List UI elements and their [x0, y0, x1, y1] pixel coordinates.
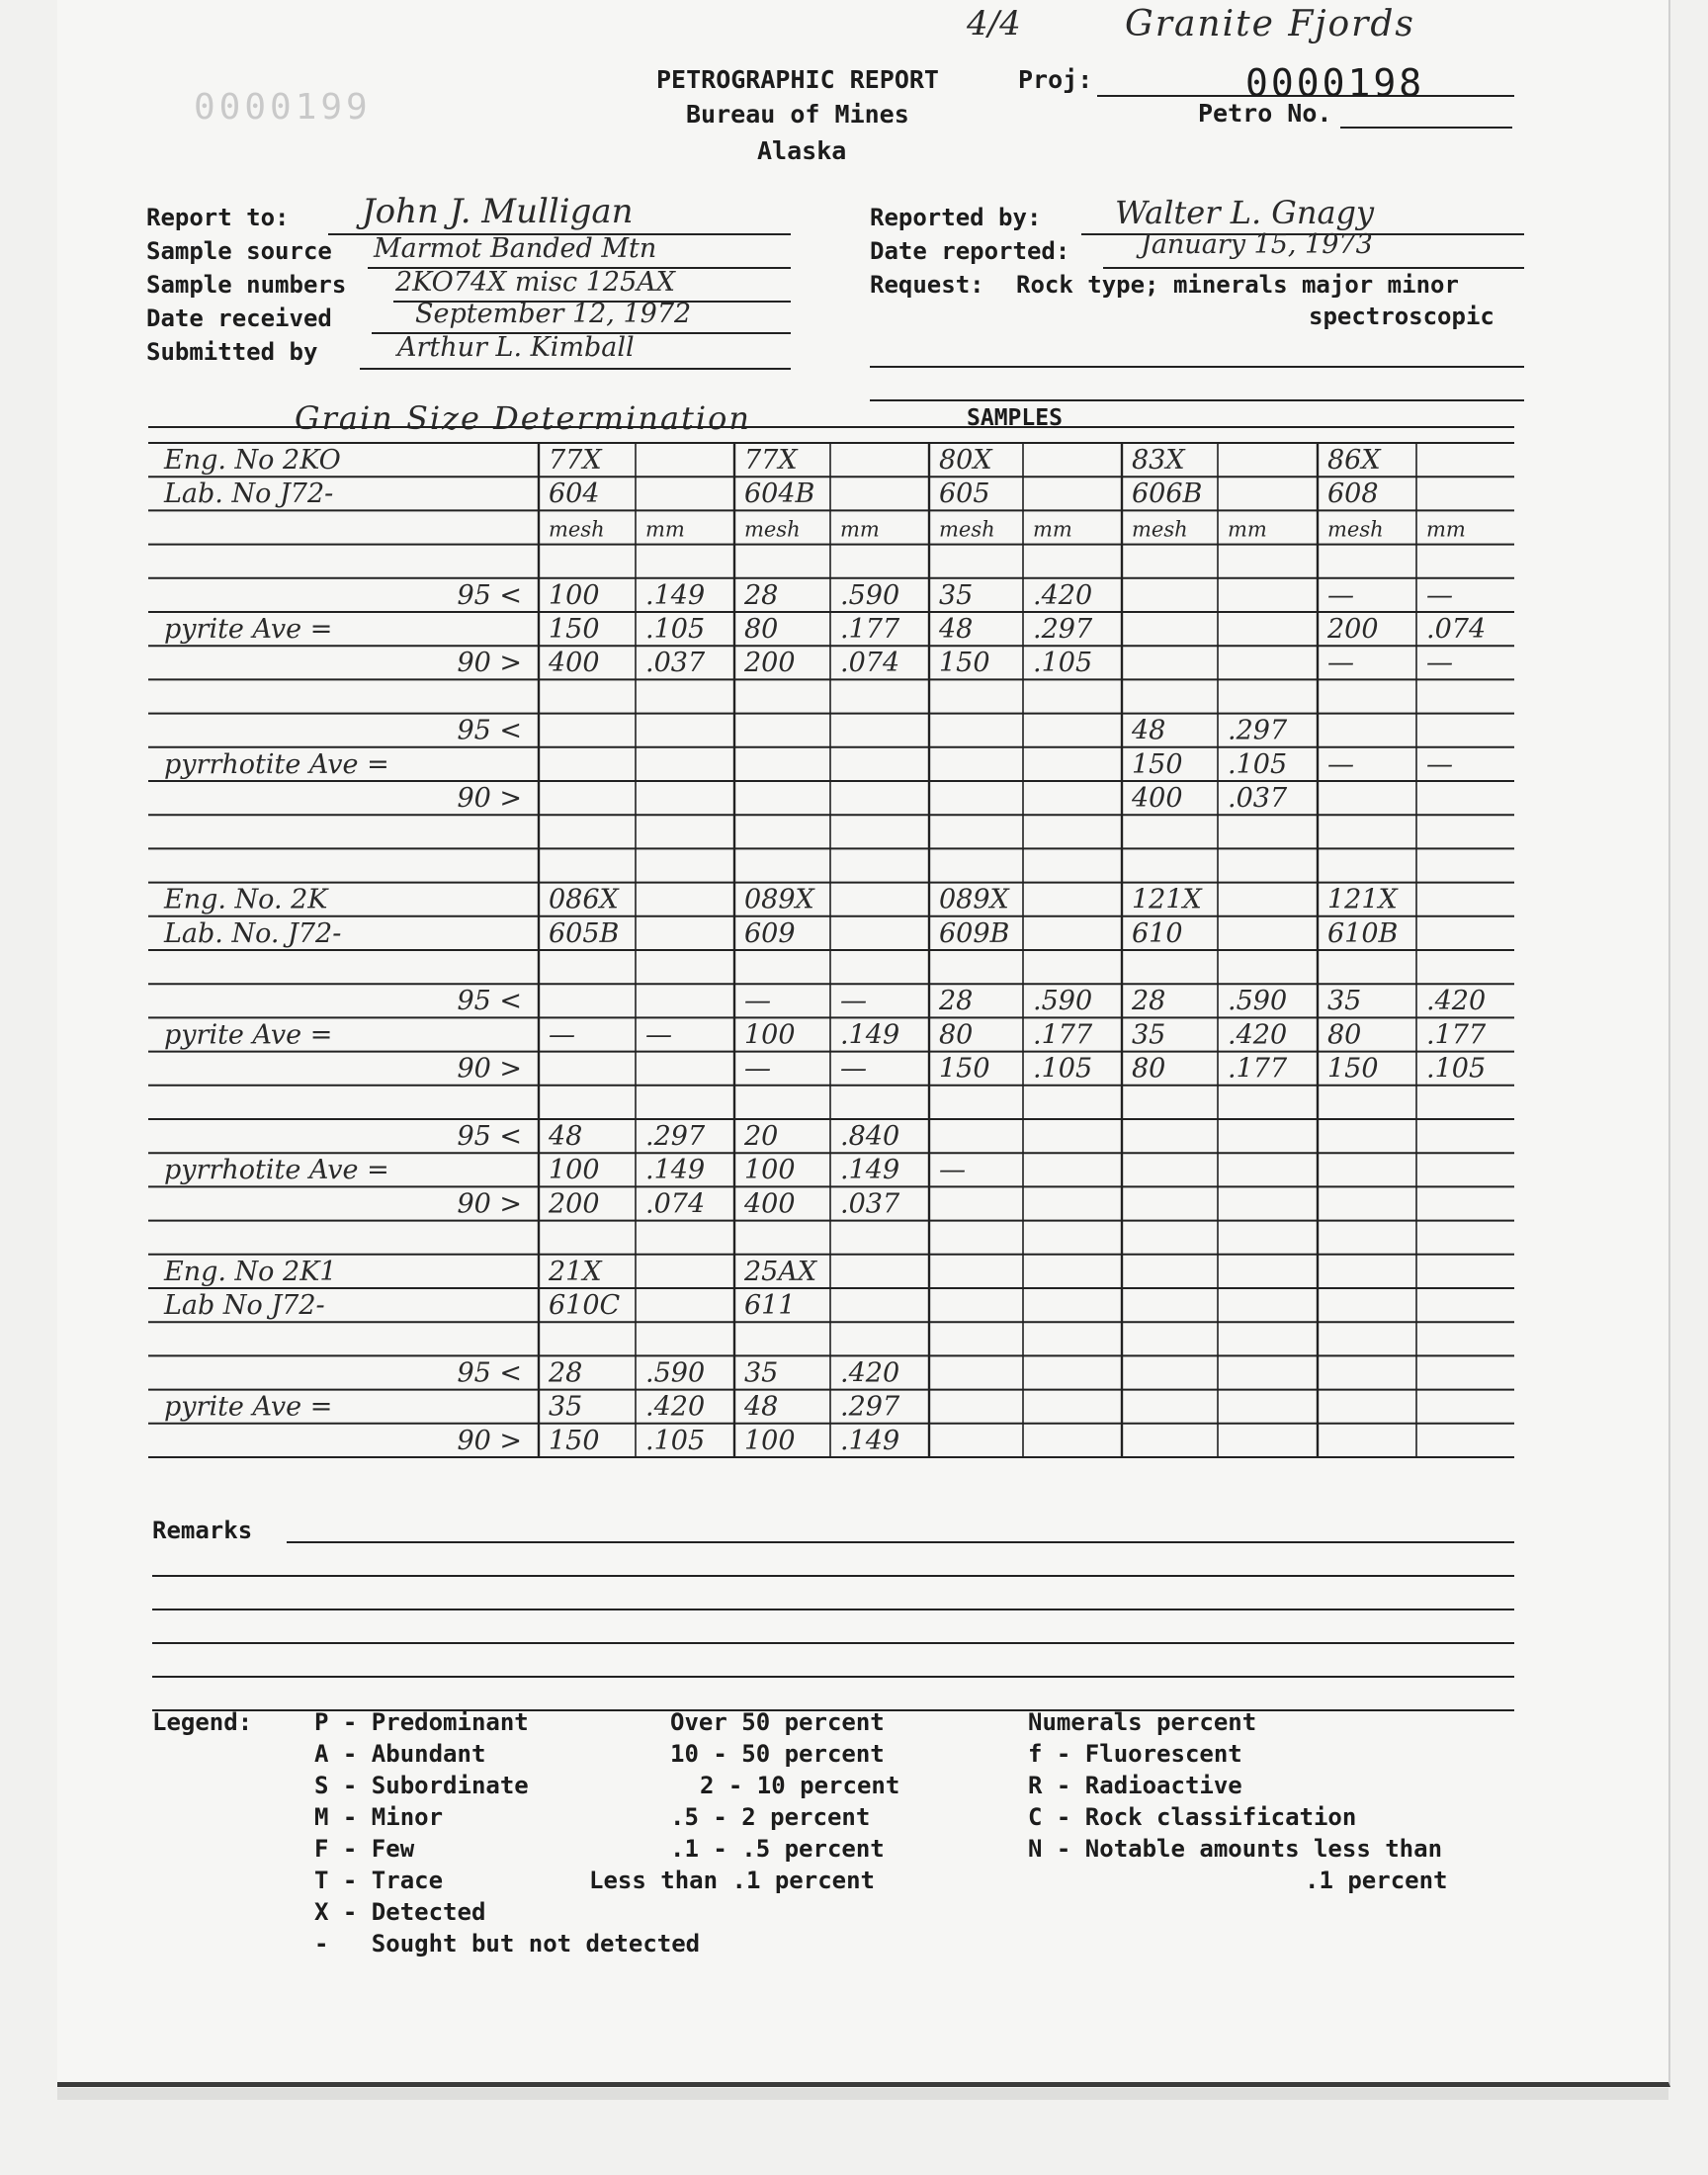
table-cell: 150	[1132, 748, 1183, 780]
table-cell: —	[1327, 648, 1354, 679]
table-cell: .105	[645, 1425, 706, 1456]
table-cell: 150	[549, 1425, 600, 1456]
row-label: 95 <	[457, 1357, 522, 1389]
table-cell: 606B	[1132, 478, 1203, 510]
table-cell: .177	[1033, 1019, 1093, 1051]
table-cell: 48	[1132, 715, 1166, 746]
table-cell: 80	[939, 1019, 974, 1051]
table-cell: .297	[1033, 614, 1093, 645]
table-cell: 610B	[1327, 917, 1399, 949]
report-title: PETROGRAPHIC REPORT	[656, 65, 939, 94]
legend-item: F - Few	[314, 1835, 415, 1863]
table-cell: .420	[840, 1357, 900, 1389]
table-cell: 400	[1132, 783, 1183, 814]
table-cell: mm	[1228, 517, 1267, 542]
row-label: 95 <	[457, 579, 522, 611]
table-cell: .420	[1228, 1019, 1288, 1051]
table-cell: 35	[744, 1357, 779, 1389]
row-label: Eng. No 2K1	[164, 1256, 337, 1287]
table-cell: .149	[840, 1019, 900, 1051]
table-cell: .037	[1228, 783, 1288, 814]
table-cell: 48	[939, 614, 974, 645]
table-cell: .177	[840, 614, 900, 645]
table-cell: .420	[645, 1391, 706, 1423]
row-label: 90 >	[457, 783, 522, 814]
table-cell: 25AX	[744, 1256, 817, 1287]
table-cell: 200	[1327, 614, 1379, 645]
table-cell: 35	[549, 1391, 583, 1423]
table-cell: 610C	[549, 1290, 621, 1321]
table-cell: 100	[744, 1425, 796, 1456]
table-cell: .297	[645, 1121, 706, 1152]
table-cell: mm	[1426, 517, 1466, 542]
submitted-by-label: Submitted by	[146, 338, 318, 366]
table-cell: 150	[939, 1053, 990, 1085]
row-label: 90 >	[457, 1188, 522, 1220]
table-cell: 089X	[939, 884, 1009, 915]
date-received-label: Date received	[146, 304, 332, 332]
table-cell: 100	[744, 1019, 796, 1051]
table-cell: 608	[1327, 478, 1379, 510]
row-label: Eng. No. 2K	[164, 884, 328, 915]
table-cell: 80	[1132, 1053, 1166, 1085]
table-cell: —	[939, 1155, 966, 1186]
legend-item: N - Notable amounts less than	[1028, 1835, 1443, 1863]
legend-item: Numerals percent	[1028, 1708, 1257, 1736]
table-cell: 089X	[744, 884, 814, 915]
row-label: Lab No J72-	[164, 1290, 325, 1321]
table-cell: .149	[645, 579, 706, 611]
row-label: 95 <	[457, 986, 522, 1017]
table-cell: 35	[1132, 1019, 1166, 1051]
legend-item: .1 - .5 percent	[670, 1835, 885, 1863]
legend-item: 2 - 10 percent	[700, 1772, 900, 1799]
table-cell: 605	[939, 478, 990, 510]
table-cell: 83X	[1132, 445, 1185, 476]
table-cell: 80	[1327, 1019, 1362, 1051]
table-cell: mesh	[744, 517, 801, 542]
table-cell: 150	[939, 648, 990, 679]
table-cell: 20	[744, 1121, 779, 1152]
table-cell: —	[645, 1019, 672, 1051]
legend-item: 10 - 50 percent	[670, 1740, 885, 1768]
table-cell: .149	[645, 1155, 706, 1186]
table-cell: 611	[744, 1290, 796, 1321]
table-cell: .105	[1228, 748, 1288, 780]
table-cell: —	[1426, 648, 1453, 679]
table-cell: .074	[1426, 614, 1487, 645]
legend-label: Legend:	[152, 1708, 253, 1736]
faint-project-number: 0000199	[194, 87, 372, 128]
legend-item: M - Minor	[314, 1803, 444, 1831]
sample-source-label: Sample source	[146, 237, 332, 265]
section-title: Grain Size Determination	[295, 399, 751, 437]
row-label: Eng. No 2KO	[164, 445, 341, 476]
table-cell: .105	[645, 614, 706, 645]
legend-item: T - Trace	[314, 1867, 444, 1894]
table-cell: .074	[645, 1188, 706, 1220]
table-cell: .177	[1228, 1053, 1288, 1085]
table-cell: 77X	[744, 445, 798, 476]
table-cell: 21X	[549, 1256, 602, 1287]
table-cell: mm	[1033, 517, 1072, 542]
table-cell: .037	[840, 1188, 900, 1220]
table-cell: .840	[840, 1121, 900, 1152]
table-cell: mm	[840, 517, 880, 542]
table-cell: —	[1327, 748, 1354, 780]
table-cell: .420	[1426, 986, 1487, 1017]
state-name: Alaska	[757, 136, 847, 165]
table-cell: .297	[1228, 715, 1288, 746]
table-cell: 121X	[1327, 884, 1398, 915]
table-cell: 605B	[549, 917, 620, 949]
table-cell: .590	[645, 1357, 706, 1389]
table-cell: 150	[549, 614, 600, 645]
row-label: pyrrhotite Ave =	[164, 748, 389, 780]
table-cell: 35	[939, 579, 974, 611]
table-cell: 200	[549, 1188, 600, 1220]
row-label: pyrrhotite Ave =	[164, 1155, 389, 1186]
request-line-2: spectroscopic	[1309, 303, 1494, 330]
table-cell: .177	[1426, 1019, 1487, 1051]
petro-label: Petro No.	[1198, 99, 1332, 128]
legend-item: X - Detected	[314, 1898, 486, 1926]
table-cell: —	[1426, 579, 1453, 611]
table-cell: —	[1327, 579, 1354, 611]
proj-label: Proj:	[1018, 65, 1093, 94]
table-cell: —	[1426, 748, 1453, 780]
remarks-label: Remarks	[152, 1517, 253, 1544]
table-cell: 28	[744, 579, 779, 611]
submitted-by-value: Arthur L. Kimball	[397, 332, 635, 363]
legend-item: .1 percent	[1305, 1867, 1448, 1894]
project-name: Granite Fjords	[1125, 4, 1415, 44]
legend-item: Over 50 percent	[670, 1708, 885, 1736]
table-cell: .105	[1033, 1053, 1093, 1085]
row-label: 90 >	[457, 1425, 522, 1456]
row-label: 95 <	[457, 1121, 522, 1152]
reported-by-label: Reported by:	[870, 204, 1042, 231]
legend-item: - Sought but not detected	[314, 1930, 701, 1958]
table-cell: —	[549, 1019, 575, 1051]
table-cell: .590	[1033, 986, 1093, 1017]
date-received-value: September 12, 1972	[415, 299, 692, 329]
table-cell: 100	[549, 579, 600, 611]
table-cell: mesh	[1327, 517, 1384, 542]
table-cell: 610	[1132, 917, 1183, 949]
table-cell: mesh	[549, 517, 605, 542]
table-cell: .420	[1033, 579, 1093, 611]
proj-number: 0000198	[1245, 61, 1425, 105]
table-cell: 150	[1327, 1053, 1379, 1085]
legend-item: R - Radioactive	[1028, 1772, 1242, 1799]
reported-by-value: Walter L. Gnagy	[1115, 194, 1375, 231]
table-cell: 80	[744, 614, 779, 645]
request-line-1: Rock type; minerals major minor	[1016, 271, 1459, 299]
agency-name: Bureau of Mines	[686, 100, 909, 129]
page-mark: 4/4	[967, 4, 1021, 44]
table-cell: .105	[1426, 1053, 1487, 1085]
table-cell: 80X	[939, 445, 992, 476]
table-cell: 604B	[744, 478, 815, 510]
samples-label: SAMPLES	[967, 405, 1063, 431]
table-cell: .149	[840, 1425, 900, 1456]
table-cell: 100	[549, 1155, 600, 1186]
row-label: pyrite Ave =	[164, 1019, 333, 1051]
legend-item: .5 - 2 percent	[670, 1803, 871, 1831]
sample-numbers-label: Sample numbers	[146, 271, 347, 299]
table-cell: 28	[1132, 986, 1166, 1017]
table-cell: .149	[840, 1155, 900, 1186]
report-to-label: Report to:	[146, 204, 290, 231]
sample-numbers-value: 2KO74X misc 125AX	[395, 267, 675, 298]
legend-item: Less than .1 percent	[589, 1867, 875, 1894]
sample-source-value: Marmot Banded Mtn	[374, 233, 657, 264]
table-cell: —	[744, 986, 771, 1017]
table-cell: .037	[645, 648, 706, 679]
row-label: Lab. No. J72-	[164, 917, 342, 949]
legend-item: P - Predominant	[314, 1708, 529, 1736]
table-cell: 48	[549, 1121, 583, 1152]
legend-item: S - Subordinate	[314, 1772, 529, 1799]
table-cell: —	[840, 986, 867, 1017]
report-to-value: John J. Mulligan	[362, 192, 634, 231]
table-cell: mesh	[939, 517, 995, 542]
row-label: pyrite Ave =	[164, 1391, 333, 1423]
table-cell: .297	[840, 1391, 900, 1423]
table-cell: 200	[744, 648, 796, 679]
table-cell: 86X	[1327, 445, 1381, 476]
legend-item: f - Fluorescent	[1028, 1740, 1242, 1768]
request-label: Request:	[870, 271, 984, 299]
table-cell: .105	[1033, 648, 1093, 679]
row-label: 95 <	[457, 715, 522, 746]
date-reported-label: Date reported:	[870, 237, 1070, 265]
row-label: 90 >	[457, 648, 522, 679]
table-cell: 100	[744, 1155, 796, 1186]
table-cell: 609B	[939, 917, 1010, 949]
table-cell: mm	[645, 517, 685, 542]
row-label: 90 >	[457, 1053, 522, 1085]
table-cell: 121X	[1132, 884, 1202, 915]
legend-item: A - Abundant	[314, 1740, 486, 1768]
table-cell: .590	[840, 579, 900, 611]
table-cell: 48	[744, 1391, 779, 1423]
table-cell: 086X	[549, 884, 619, 915]
table-cell: 400	[744, 1188, 796, 1220]
table-cell: 35	[1327, 986, 1362, 1017]
table-cell: 609	[744, 917, 796, 949]
table-cell: 77X	[549, 445, 602, 476]
table-cell: .074	[840, 648, 900, 679]
table-cell: .590	[1228, 986, 1288, 1017]
table-cell: 28	[939, 986, 974, 1017]
table-cell: 28	[549, 1357, 583, 1389]
table-cell: mesh	[1132, 517, 1188, 542]
row-label: Lab. No J72-	[164, 478, 334, 510]
table-cell: —	[744, 1053, 771, 1085]
date-reported-value: January 15, 1973	[1141, 229, 1373, 260]
table-cell: 400	[549, 648, 600, 679]
legend-item: C - Rock classification	[1028, 1803, 1357, 1831]
table-cell: —	[840, 1053, 867, 1085]
row-label: pyrite Ave =	[164, 614, 333, 645]
table-cell: 604	[549, 478, 600, 510]
